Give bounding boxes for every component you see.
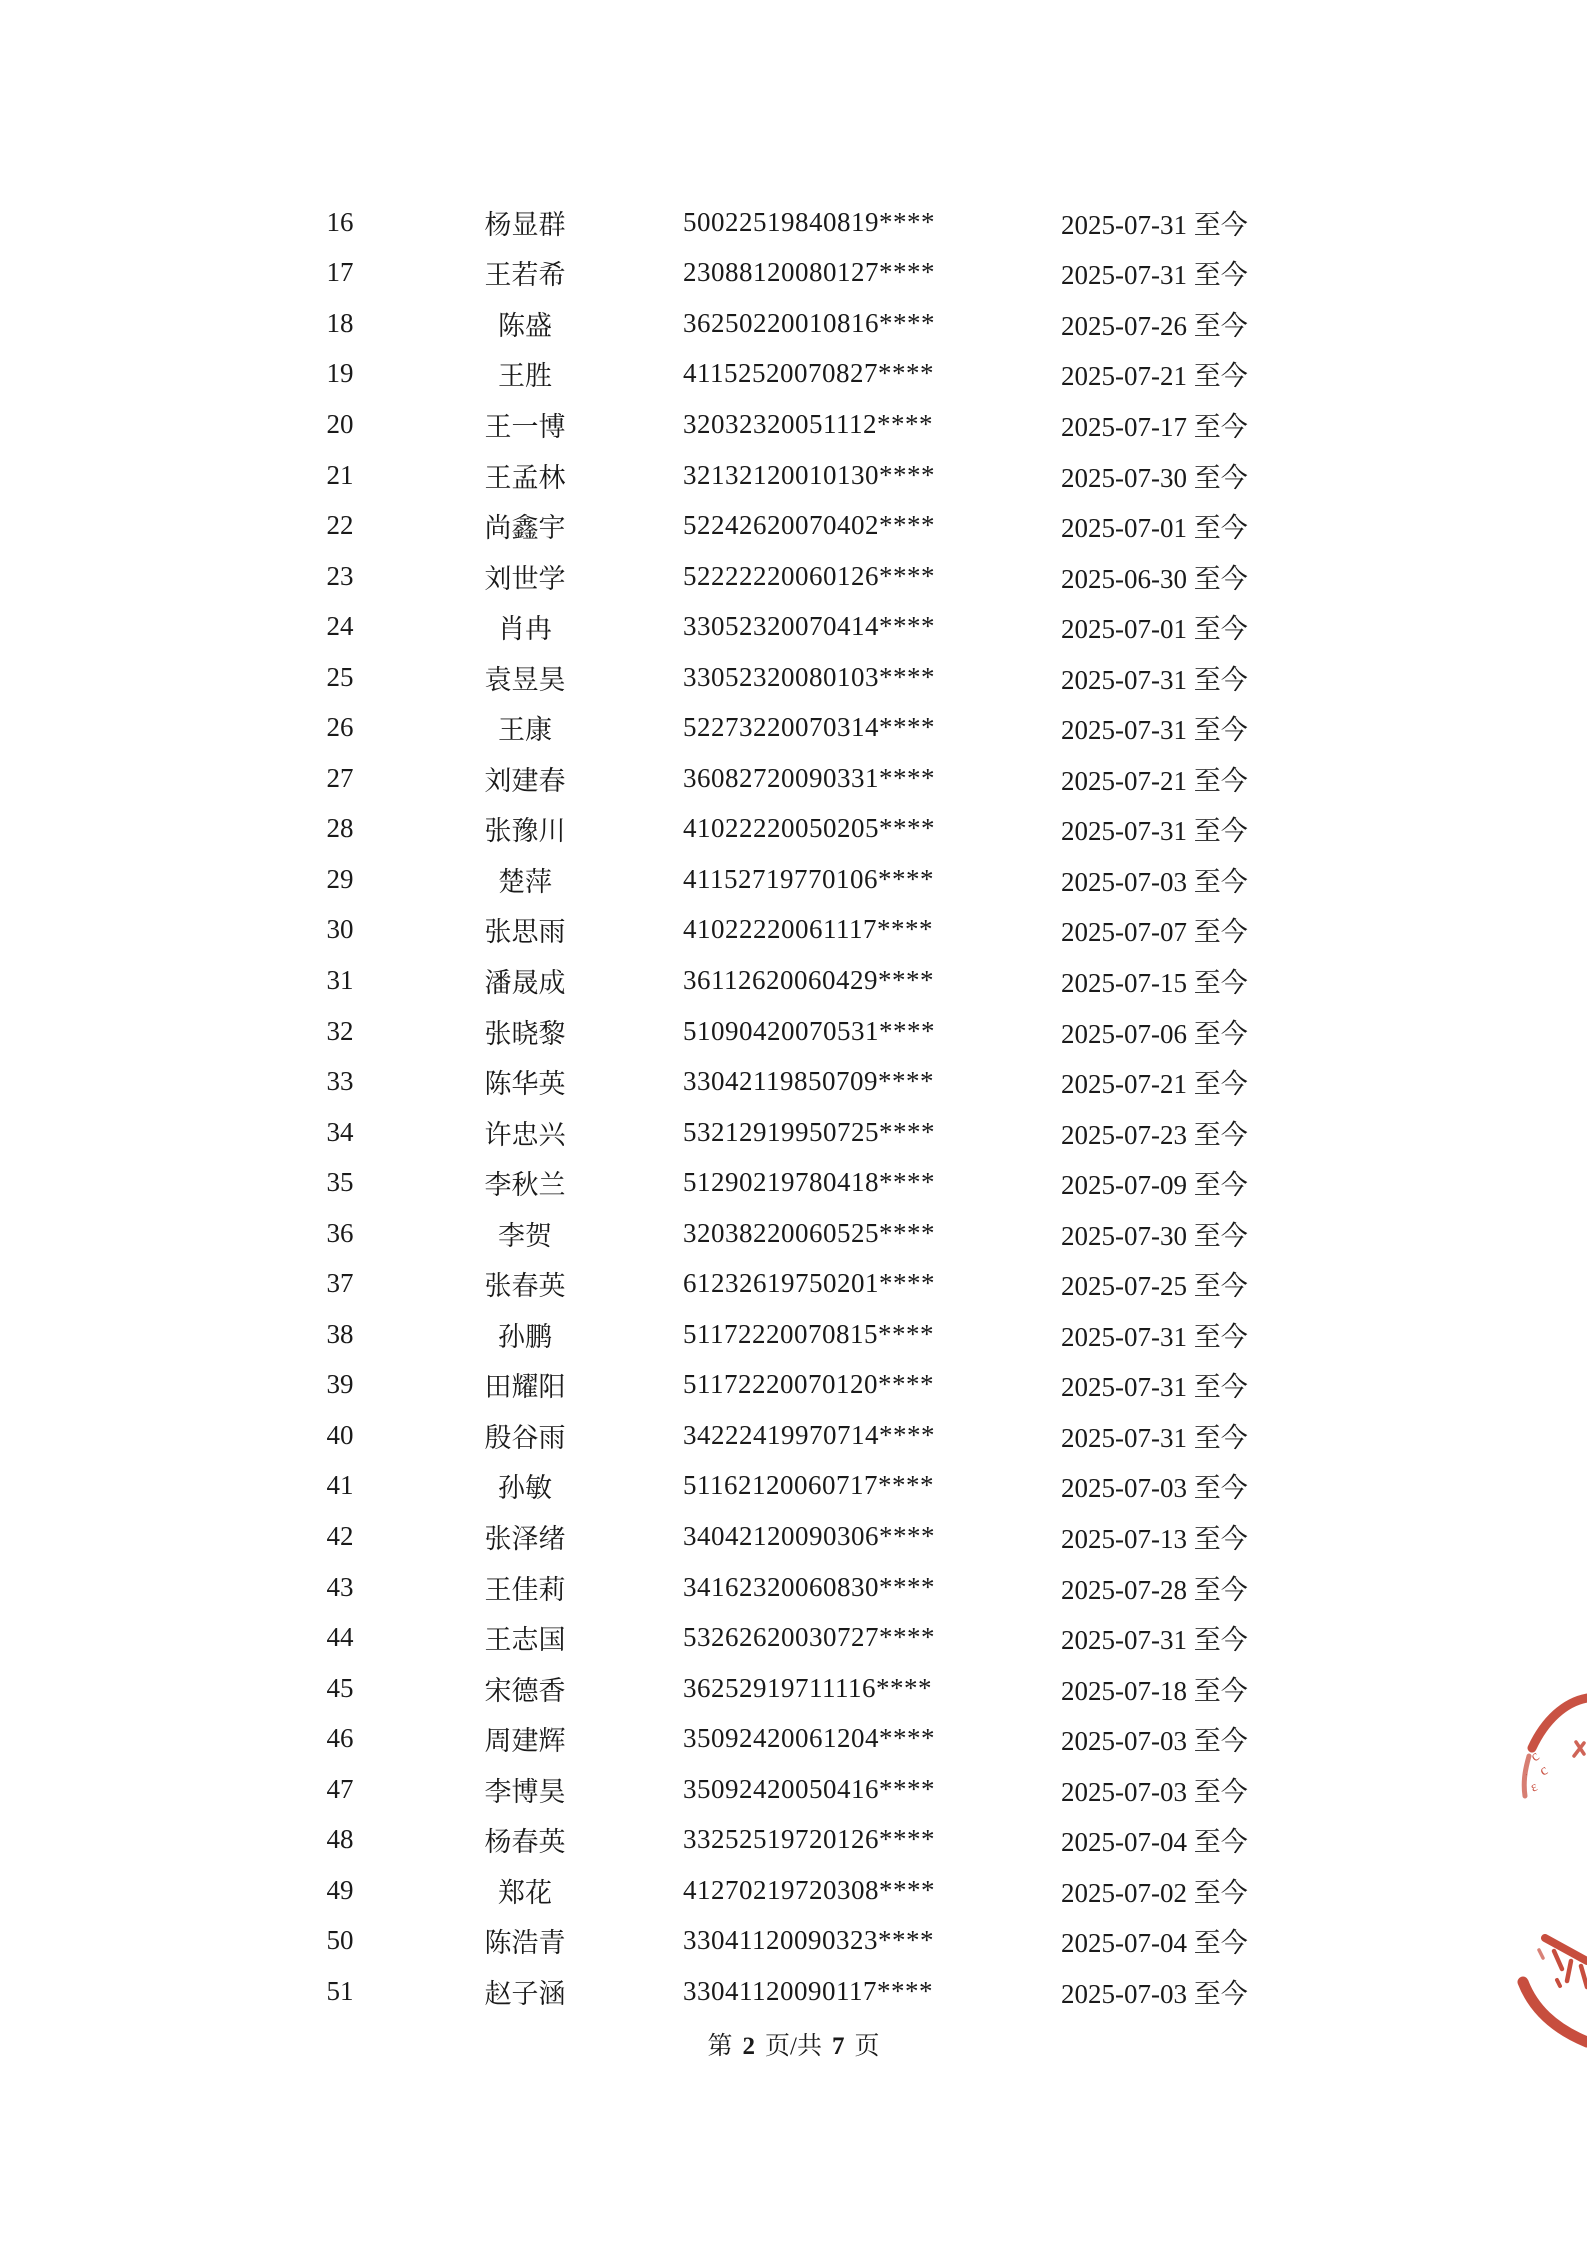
person-name: 王志国 (484, 1625, 566, 1656)
page-footer (0, 2026, 1587, 2062)
person-name: 李博昊 (484, 1776, 566, 1807)
row-index: 29 (326, 863, 354, 894)
row-index: 34 (326, 1116, 354, 1147)
id-number: 35092420050416**** (683, 1773, 935, 1804)
person-name: 张豫川 (484, 816, 566, 847)
id-number: 41152719770106**** (683, 863, 934, 894)
person-name: 孙敏 (498, 1473, 552, 1504)
validity-period: 2025-07-21 至今 (1061, 765, 1248, 796)
validity-period: 2025-07-13 至今 (1061, 1523, 1248, 1554)
svg-text:c: c (1527, 1748, 1543, 1766)
table-row (0, 1006, 1587, 1057)
person-name: 王一博 (484, 411, 566, 442)
validity-period: 2025-07-01 至今 (1061, 614, 1248, 645)
validity-period: 2025-07-31 至今 (1061, 664, 1248, 695)
table-row (0, 1157, 1587, 1208)
validity-period: 2025-07-31 至今 (1061, 1422, 1248, 1453)
table-row (0, 1208, 1587, 1259)
table-row (0, 551, 1587, 602)
table-row (0, 1562, 1587, 1613)
person-name: 宋德香 (484, 1675, 566, 1706)
id-number: 34222419970714**** (683, 1419, 935, 1450)
person-name: 许忠兴 (484, 1119, 566, 1150)
validity-period: 2025-07-04 至今 (1061, 1928, 1248, 1959)
person-name: 潘晟成 (484, 967, 566, 998)
person-name: 陈浩青 (484, 1928, 566, 1959)
row-index: 28 (326, 813, 354, 844)
table-row (0, 1663, 1587, 1714)
id-number: 36112620060429**** (683, 964, 934, 995)
person-name: 王胜 (498, 361, 552, 392)
validity-period: 2025-07-17 至今 (1061, 411, 1248, 442)
person-name: 肖冉 (498, 614, 552, 645)
person-name: 张春英 (484, 1271, 566, 1302)
table-row (0, 601, 1587, 652)
row-index: 46 (326, 1723, 354, 1754)
svg-text:ε: ε (1528, 1779, 1541, 1796)
red-seal-fragments (1487, 1650, 1587, 2070)
id-number: 33252519720126**** (683, 1824, 935, 1855)
table-row (0, 1056, 1587, 1107)
validity-period: 2025-07-31 至今 (1061, 715, 1248, 746)
row-index: 48 (326, 1824, 354, 1855)
svg-text:·: · (1522, 1769, 1531, 1780)
row-index: 17 (326, 257, 354, 288)
person-name: 刘世学 (484, 563, 566, 594)
validity-period: 2025-07-31 至今 (1061, 260, 1248, 291)
id-number: 32032320051112**** (683, 408, 933, 439)
validity-period: 2025-07-31 至今 (1061, 209, 1248, 240)
person-name: 刘建春 (484, 765, 566, 796)
table-row (0, 1309, 1587, 1360)
validity-period: 2025-07-21 至今 (1061, 1069, 1248, 1100)
table-row (0, 804, 1587, 855)
table-row (0, 248, 1587, 299)
table-row (0, 349, 1587, 400)
footer-page-number: 2 (742, 2033, 756, 2060)
validity-period: 2025-07-31 至今 (1061, 1321, 1248, 1352)
id-number: 52242620070402**** (683, 510, 935, 541)
table-row (0, 399, 1587, 450)
validity-period: 2025-07-09 至今 (1061, 1170, 1248, 1201)
validity-period: 2025-07-03 至今 (1061, 1726, 1248, 1757)
table-row (0, 1916, 1587, 1967)
id-number: 35092420061204**** (683, 1723, 935, 1754)
person-name: 田耀阳 (484, 1372, 566, 1403)
row-index: 31 (326, 964, 354, 995)
table-row (0, 1107, 1587, 1158)
person-name: 张晓黎 (484, 1018, 566, 1049)
validity-period: 2025-07-06 至今 (1061, 1018, 1248, 1049)
person-name: 陈盛 (498, 310, 552, 341)
validity-period: 2025-07-18 至今 (1061, 1675, 1248, 1706)
row-index: 24 (326, 611, 354, 642)
id-number: 33052320080103**** (683, 661, 935, 692)
table-row (0, 1764, 1587, 1815)
row-index: 39 (326, 1369, 354, 1400)
id-number: 52273220070314**** (683, 712, 935, 743)
table-row (0, 1511, 1587, 1562)
person-name: 张泽绪 (484, 1523, 566, 1554)
row-index: 42 (326, 1520, 354, 1551)
id-number: 33041120090117**** (683, 1975, 933, 2006)
person-name: 郑花 (498, 1877, 552, 1908)
row-index: 45 (326, 1672, 354, 1703)
person-name: 王佳莉 (484, 1574, 566, 1605)
id-number: 41270219720308**** (683, 1874, 935, 1905)
id-number: 51290219780418**** (683, 1167, 935, 1198)
table-row (0, 1461, 1587, 1512)
row-index: 26 (326, 712, 354, 743)
row-index: 38 (326, 1318, 354, 1349)
id-number: 41152520070827**** (683, 358, 934, 389)
id-number: 33052320070414**** (683, 611, 935, 642)
table-row (0, 753, 1587, 804)
validity-period: 2025-07-04 至今 (1061, 1827, 1248, 1858)
id-number: 52222220060126**** (683, 560, 935, 591)
validity-period: 2025-07-28 至今 (1061, 1574, 1248, 1605)
red-seal-upper (1522, 1698, 1587, 1796)
row-index: 21 (326, 459, 354, 490)
row-index: 47 (326, 1773, 354, 1804)
row-index: 35 (326, 1167, 354, 1198)
footer-suffix: 页 (854, 2033, 880, 2060)
row-index: 20 (326, 408, 354, 439)
person-name: 殷谷雨 (484, 1422, 566, 1453)
table-row (0, 1815, 1587, 1866)
id-number: 34162320060830**** (683, 1571, 935, 1602)
red-seal-lower (1523, 1938, 1587, 2042)
id-number: 41022220050205**** (683, 813, 935, 844)
validity-period: 2025-07-03 至今 (1061, 1776, 1248, 1807)
validity-period: 2025-07-23 至今 (1061, 1119, 1248, 1150)
person-name: 孙鹏 (498, 1321, 552, 1352)
footer-total-pages: 7 (831, 2033, 845, 2060)
row-index: 25 (326, 661, 354, 692)
row-index: 41 (326, 1470, 354, 1501)
id-number: 51162120060717**** (683, 1470, 934, 1501)
person-name: 赵子涵 (484, 1978, 566, 2009)
table-row (0, 702, 1587, 753)
row-index: 36 (326, 1217, 354, 1248)
validity-period: 2025-07-30 至今 (1061, 462, 1248, 493)
row-index: 18 (326, 307, 354, 338)
table-row (0, 955, 1587, 1006)
person-name: 袁昱昊 (484, 664, 566, 695)
validity-period: 2025-07-02 至今 (1061, 1877, 1248, 1908)
row-index: 37 (326, 1268, 354, 1299)
id-number: 53212919950725**** (683, 1116, 935, 1147)
id-number: 51172220070120**** (683, 1369, 934, 1400)
row-index: 22 (326, 510, 354, 541)
table-row (0, 1612, 1587, 1663)
footer-prefix: 第 (707, 2033, 733, 2060)
id-number: 36082720090331**** (683, 762, 935, 793)
validity-period: 2025-07-07 至今 (1061, 917, 1248, 948)
person-name: 李秋兰 (484, 1170, 566, 1201)
table-row (0, 1360, 1587, 1411)
person-name: 杨显群 (484, 209, 566, 240)
validity-period: 2025-07-03 至今 (1061, 1978, 1248, 2009)
row-index: 30 (326, 914, 354, 945)
person-name: 王若希 (484, 260, 566, 291)
id-number: 36250220010816**** (683, 307, 935, 338)
id-number: 33041120090323**** (683, 1925, 934, 1956)
person-name: 周建辉 (484, 1726, 566, 1757)
table-row (0, 197, 1587, 248)
id-number: 53262620030727**** (683, 1622, 935, 1653)
row-index: 49 (326, 1874, 354, 1905)
table-row (0, 298, 1587, 349)
id-number: 61232619750201**** (683, 1268, 935, 1299)
id-number: 32038220060525**** (683, 1217, 935, 1248)
person-name: 王康 (498, 715, 552, 746)
validity-period: 2025-07-25 至今 (1061, 1271, 1248, 1302)
table-row (0, 450, 1587, 501)
id-number: 51172220070815**** (683, 1318, 934, 1349)
row-index: 19 (326, 358, 354, 389)
row-index: 32 (326, 1015, 354, 1046)
row-index: 23 (326, 560, 354, 591)
validity-period: 2025-07-30 至今 (1061, 1220, 1248, 1251)
table-row (0, 1713, 1587, 1764)
id-number: 50022519840819**** (683, 206, 935, 237)
row-index: 50 (326, 1925, 354, 1956)
validity-period: 2025-07-31 至今 (1061, 1372, 1248, 1403)
row-index: 43 (326, 1571, 354, 1602)
row-index: 44 (326, 1622, 354, 1653)
table-row (0, 854, 1587, 905)
person-name: 陈华英 (484, 1069, 566, 1100)
table-row (0, 652, 1587, 703)
row-index: 27 (326, 762, 354, 793)
validity-period: 2025-07-15 至今 (1061, 967, 1248, 998)
validity-period: 2025-07-03 至今 (1061, 1473, 1248, 1504)
table-row (0, 1966, 1587, 2017)
roster-table (0, 197, 1587, 2017)
person-name: 王孟林 (484, 462, 566, 493)
table-row (0, 1865, 1587, 1916)
validity-period: 2025-07-26 至今 (1061, 310, 1248, 341)
person-name: 尚鑫宇 (484, 513, 566, 544)
validity-period: 2025-06-30 至今 (1061, 563, 1248, 594)
validity-period: 2025-07-21 至今 (1061, 361, 1248, 392)
person-name: 张思雨 (484, 917, 566, 948)
table-row (0, 905, 1587, 956)
table-row (0, 1258, 1587, 1309)
person-name: 杨春英 (484, 1827, 566, 1858)
validity-period: 2025-07-31 至今 (1061, 816, 1248, 847)
id-number: 36252919711116**** (683, 1672, 932, 1703)
id-number: 41022220061117**** (683, 914, 933, 945)
id-number: 32132120010130**** (683, 459, 935, 490)
row-index: 40 (326, 1419, 354, 1450)
validity-period: 2025-07-03 至今 (1061, 866, 1248, 897)
table-row (0, 500, 1587, 551)
id-number: 51090420070531**** (683, 1015, 935, 1046)
validity-period: 2025-07-31 至今 (1061, 1625, 1248, 1656)
id-number: 33042119850709**** (683, 1066, 934, 1097)
footer-mid: 页/共 (765, 2033, 822, 2060)
person-name: 李贺 (498, 1220, 552, 1251)
table-row (0, 1410, 1587, 1461)
row-index: 16 (326, 206, 354, 237)
id-number: 34042120090306**** (683, 1520, 935, 1551)
row-index: 33 (326, 1066, 354, 1097)
person-name: 楚萍 (498, 866, 552, 897)
id-number: 23088120080127**** (683, 257, 935, 288)
svg-text:c: c (1537, 1762, 1551, 1780)
validity-period: 2025-07-01 至今 (1061, 513, 1248, 544)
row-index: 51 (326, 1975, 354, 2006)
